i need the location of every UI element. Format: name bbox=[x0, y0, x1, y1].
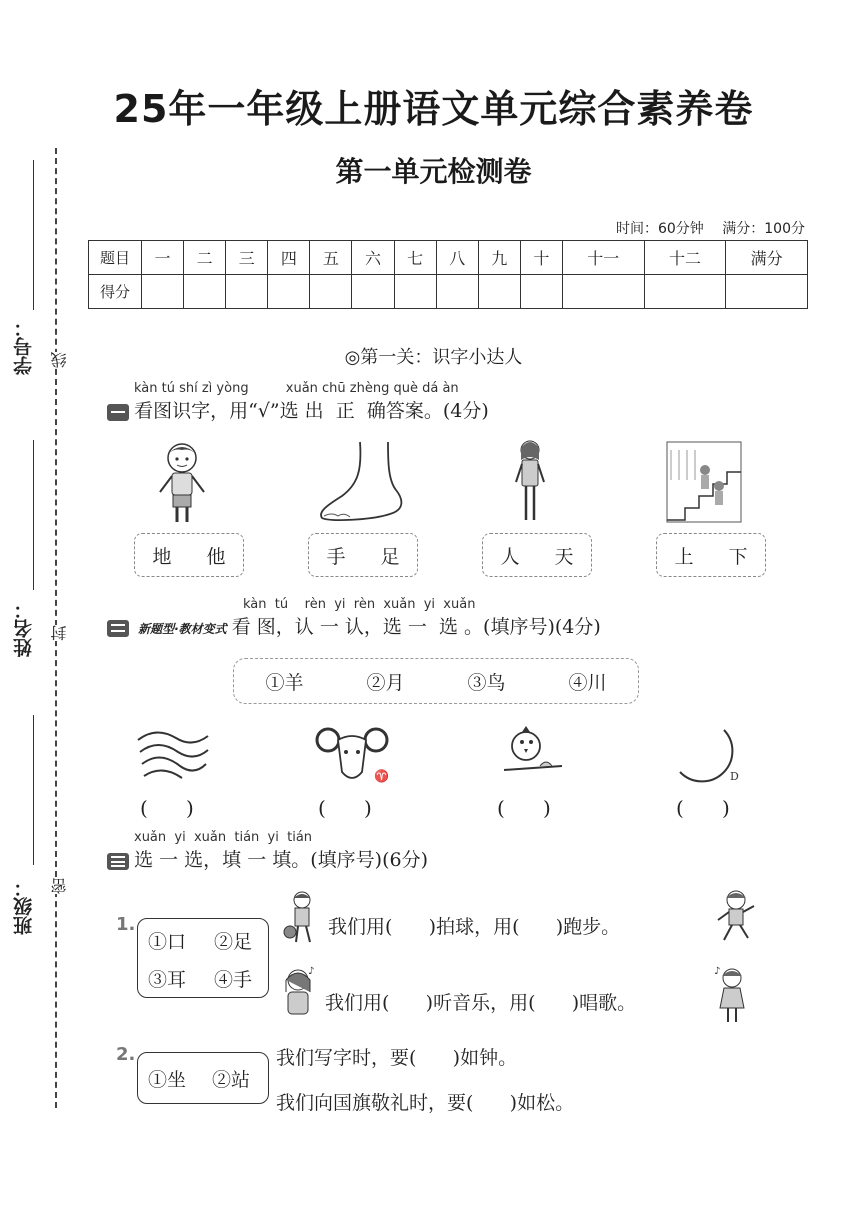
option-item: ③鸟 bbox=[467, 671, 506, 694]
q2-answer-blank-1[interactable]: ( ) bbox=[140, 796, 194, 820]
table-cell: 七 bbox=[394, 241, 436, 275]
option-item: ②足 bbox=[214, 931, 253, 953]
q3-pinyin: xuǎn yi xuǎn tián yi tián bbox=[134, 830, 313, 845]
table-cell: 满分 bbox=[726, 241, 808, 275]
score-input-cell[interactable] bbox=[226, 275, 268, 309]
full-score: 满分：100分 bbox=[722, 221, 805, 237]
svg-text:D: D bbox=[730, 770, 739, 783]
table-cell: 九 bbox=[478, 241, 520, 275]
table-cell: 得分 bbox=[89, 275, 142, 309]
option-item: ④川 bbox=[568, 671, 607, 694]
option-item: ①坐 bbox=[148, 1069, 187, 1091]
exam-subtitle: 第一单元检测卷 bbox=[335, 155, 532, 188]
score-input-cell[interactable] bbox=[394, 275, 436, 309]
choice-option[interactable]: 地 bbox=[152, 545, 172, 568]
q1-heading bbox=[107, 396, 489, 423]
student-id-label: 学号： bbox=[13, 318, 35, 375]
student-id-line[interactable] bbox=[33, 160, 34, 310]
option-item: ④手 bbox=[214, 969, 253, 991]
q2-answer-blank-4[interactable]: ( ) bbox=[676, 796, 730, 820]
seal-mark-line: 线 bbox=[50, 352, 69, 368]
q1-choice-1[interactable] bbox=[134, 533, 244, 577]
score-input-cell[interactable] bbox=[520, 275, 562, 309]
svg-text:♈: ♈ bbox=[374, 769, 389, 783]
score-table-score-row bbox=[89, 275, 808, 309]
time-limit: 时间：60分钟 bbox=[615, 221, 704, 237]
table-cell: 四 bbox=[268, 241, 310, 275]
q2-options-box bbox=[233, 658, 639, 704]
score-input-cell[interactable] bbox=[644, 275, 726, 309]
option-item: ①口 bbox=[148, 931, 187, 953]
score-table-header-row bbox=[89, 241, 808, 275]
score-input-cell[interactable] bbox=[142, 275, 184, 309]
svg-text:♪: ♪ bbox=[308, 966, 315, 977]
singing-girl-icon bbox=[712, 966, 752, 1024]
svg-text:♪: ♪ bbox=[714, 966, 721, 977]
river-icon bbox=[136, 726, 212, 784]
choice-option[interactable]: 上 bbox=[674, 545, 694, 568]
q2-pinyin: kàn tú rèn yi rèn xuǎn yi xuǎn bbox=[243, 597, 476, 612]
ram-icon bbox=[314, 724, 390, 786]
q1-choice-3[interactable] bbox=[482, 533, 592, 577]
stairs-icon bbox=[665, 440, 743, 524]
boy-icon bbox=[152, 440, 212, 528]
q2-answer-blank-3[interactable]: ( ) bbox=[497, 796, 551, 820]
q1-choice-2[interactable] bbox=[308, 533, 418, 577]
table-cell: 一 bbox=[142, 241, 184, 275]
q2-number-badge bbox=[107, 620, 129, 637]
moon-icon bbox=[678, 728, 742, 784]
table-cell: 三 bbox=[226, 241, 268, 275]
q1-text: 看图识字，用“√”选 出 正 确答案。(4分) bbox=[134, 400, 489, 422]
table-cell: 十二 bbox=[644, 241, 726, 275]
score-input-cell[interactable] bbox=[726, 275, 808, 309]
seal-mark-secret: 密 bbox=[50, 878, 69, 894]
q2-answer-blank-2[interactable]: ( ) bbox=[318, 796, 372, 820]
q3-item2-sentence-1[interactable]: 我们写字时，要( )如钟。 bbox=[276, 1047, 518, 1069]
q3-item2-sentence-2[interactable]: 我们向国旗敬礼时，要( )如松。 bbox=[276, 1092, 575, 1114]
time-info bbox=[602, 218, 805, 238]
name-line[interactable] bbox=[33, 440, 34, 590]
choice-option[interactable]: 他 bbox=[206, 545, 226, 568]
score-table bbox=[88, 240, 808, 309]
table-cell: 十一 bbox=[562, 241, 644, 275]
exam-title: 25年一年级上册语文单元综合素养卷 bbox=[113, 87, 754, 131]
q1-choice-4[interactable] bbox=[656, 533, 766, 577]
choice-option[interactable]: 人 bbox=[500, 545, 520, 568]
music-girl-icon bbox=[278, 966, 320, 1022]
seal-mark-seal: 封 bbox=[50, 625, 69, 641]
table-cell: 五 bbox=[310, 241, 352, 275]
option-item: ②月 bbox=[366, 671, 405, 694]
table-cell: 题目 bbox=[89, 241, 142, 275]
q2-heading bbox=[107, 612, 601, 639]
q3-heading bbox=[107, 845, 428, 872]
score-input-cell[interactable] bbox=[352, 275, 394, 309]
score-input-cell[interactable] bbox=[310, 275, 352, 309]
girl-icon bbox=[512, 436, 548, 526]
score-input-cell[interactable] bbox=[478, 275, 520, 309]
choice-option[interactable]: 手 bbox=[326, 545, 346, 568]
table-cell: 十 bbox=[520, 241, 562, 275]
choice-option[interactable]: 足 bbox=[380, 545, 400, 568]
option-item: ②站 bbox=[212, 1069, 251, 1091]
q3-text: 选 一 选，填 一 填。(填序号)(6分) bbox=[134, 849, 428, 871]
table-cell: 六 bbox=[352, 241, 394, 275]
q1-pinyin: kàn tú shí zì yòng xuǎn chū zhèng què dá àn bbox=[134, 381, 459, 396]
q1-number-badge bbox=[107, 404, 129, 421]
q3-item1-sentence-2[interactable]: 我们用( )听音乐，用( )唱歌。 bbox=[325, 992, 637, 1014]
foot-icon bbox=[312, 440, 407, 522]
section-title: ◎第一关：识字小达人 bbox=[344, 347, 523, 368]
choice-option[interactable]: 天 bbox=[554, 545, 574, 568]
option-item: ③耳 bbox=[148, 969, 187, 991]
q3-item2-options bbox=[137, 1052, 269, 1104]
score-input-cell[interactable] bbox=[184, 275, 226, 309]
table-cell: 二 bbox=[184, 241, 226, 275]
running-girl-icon bbox=[714, 888, 758, 944]
score-input-cell[interactable] bbox=[436, 275, 478, 309]
q3-item1-options bbox=[137, 918, 269, 998]
table-cell: 八 bbox=[436, 241, 478, 275]
class-label: 班级： bbox=[13, 878, 35, 935]
score-input-cell[interactable] bbox=[268, 275, 310, 309]
q3-item1-number: 1. bbox=[116, 914, 136, 935]
q3-item2-number: 2. bbox=[116, 1044, 136, 1065]
q2-text: 看 图，认 一 认，选 一 选 。(填序号)(4分) bbox=[231, 616, 601, 638]
score-input-cell[interactable] bbox=[562, 275, 644, 309]
new-question-tag: 新题型·教材变式 bbox=[138, 622, 227, 636]
option-item: ①羊 bbox=[265, 671, 304, 694]
q3-number-badge bbox=[107, 853, 129, 870]
bird-icon bbox=[500, 722, 566, 786]
class-line[interactable] bbox=[33, 715, 34, 865]
choice-option[interactable]: 下 bbox=[728, 545, 748, 568]
name-label: 姓名： bbox=[13, 600, 35, 657]
ball-boy-icon bbox=[282, 890, 320, 946]
q3-item1-sentence-1[interactable]: 我们用( )拍球，用( )跑步。 bbox=[328, 916, 621, 938]
